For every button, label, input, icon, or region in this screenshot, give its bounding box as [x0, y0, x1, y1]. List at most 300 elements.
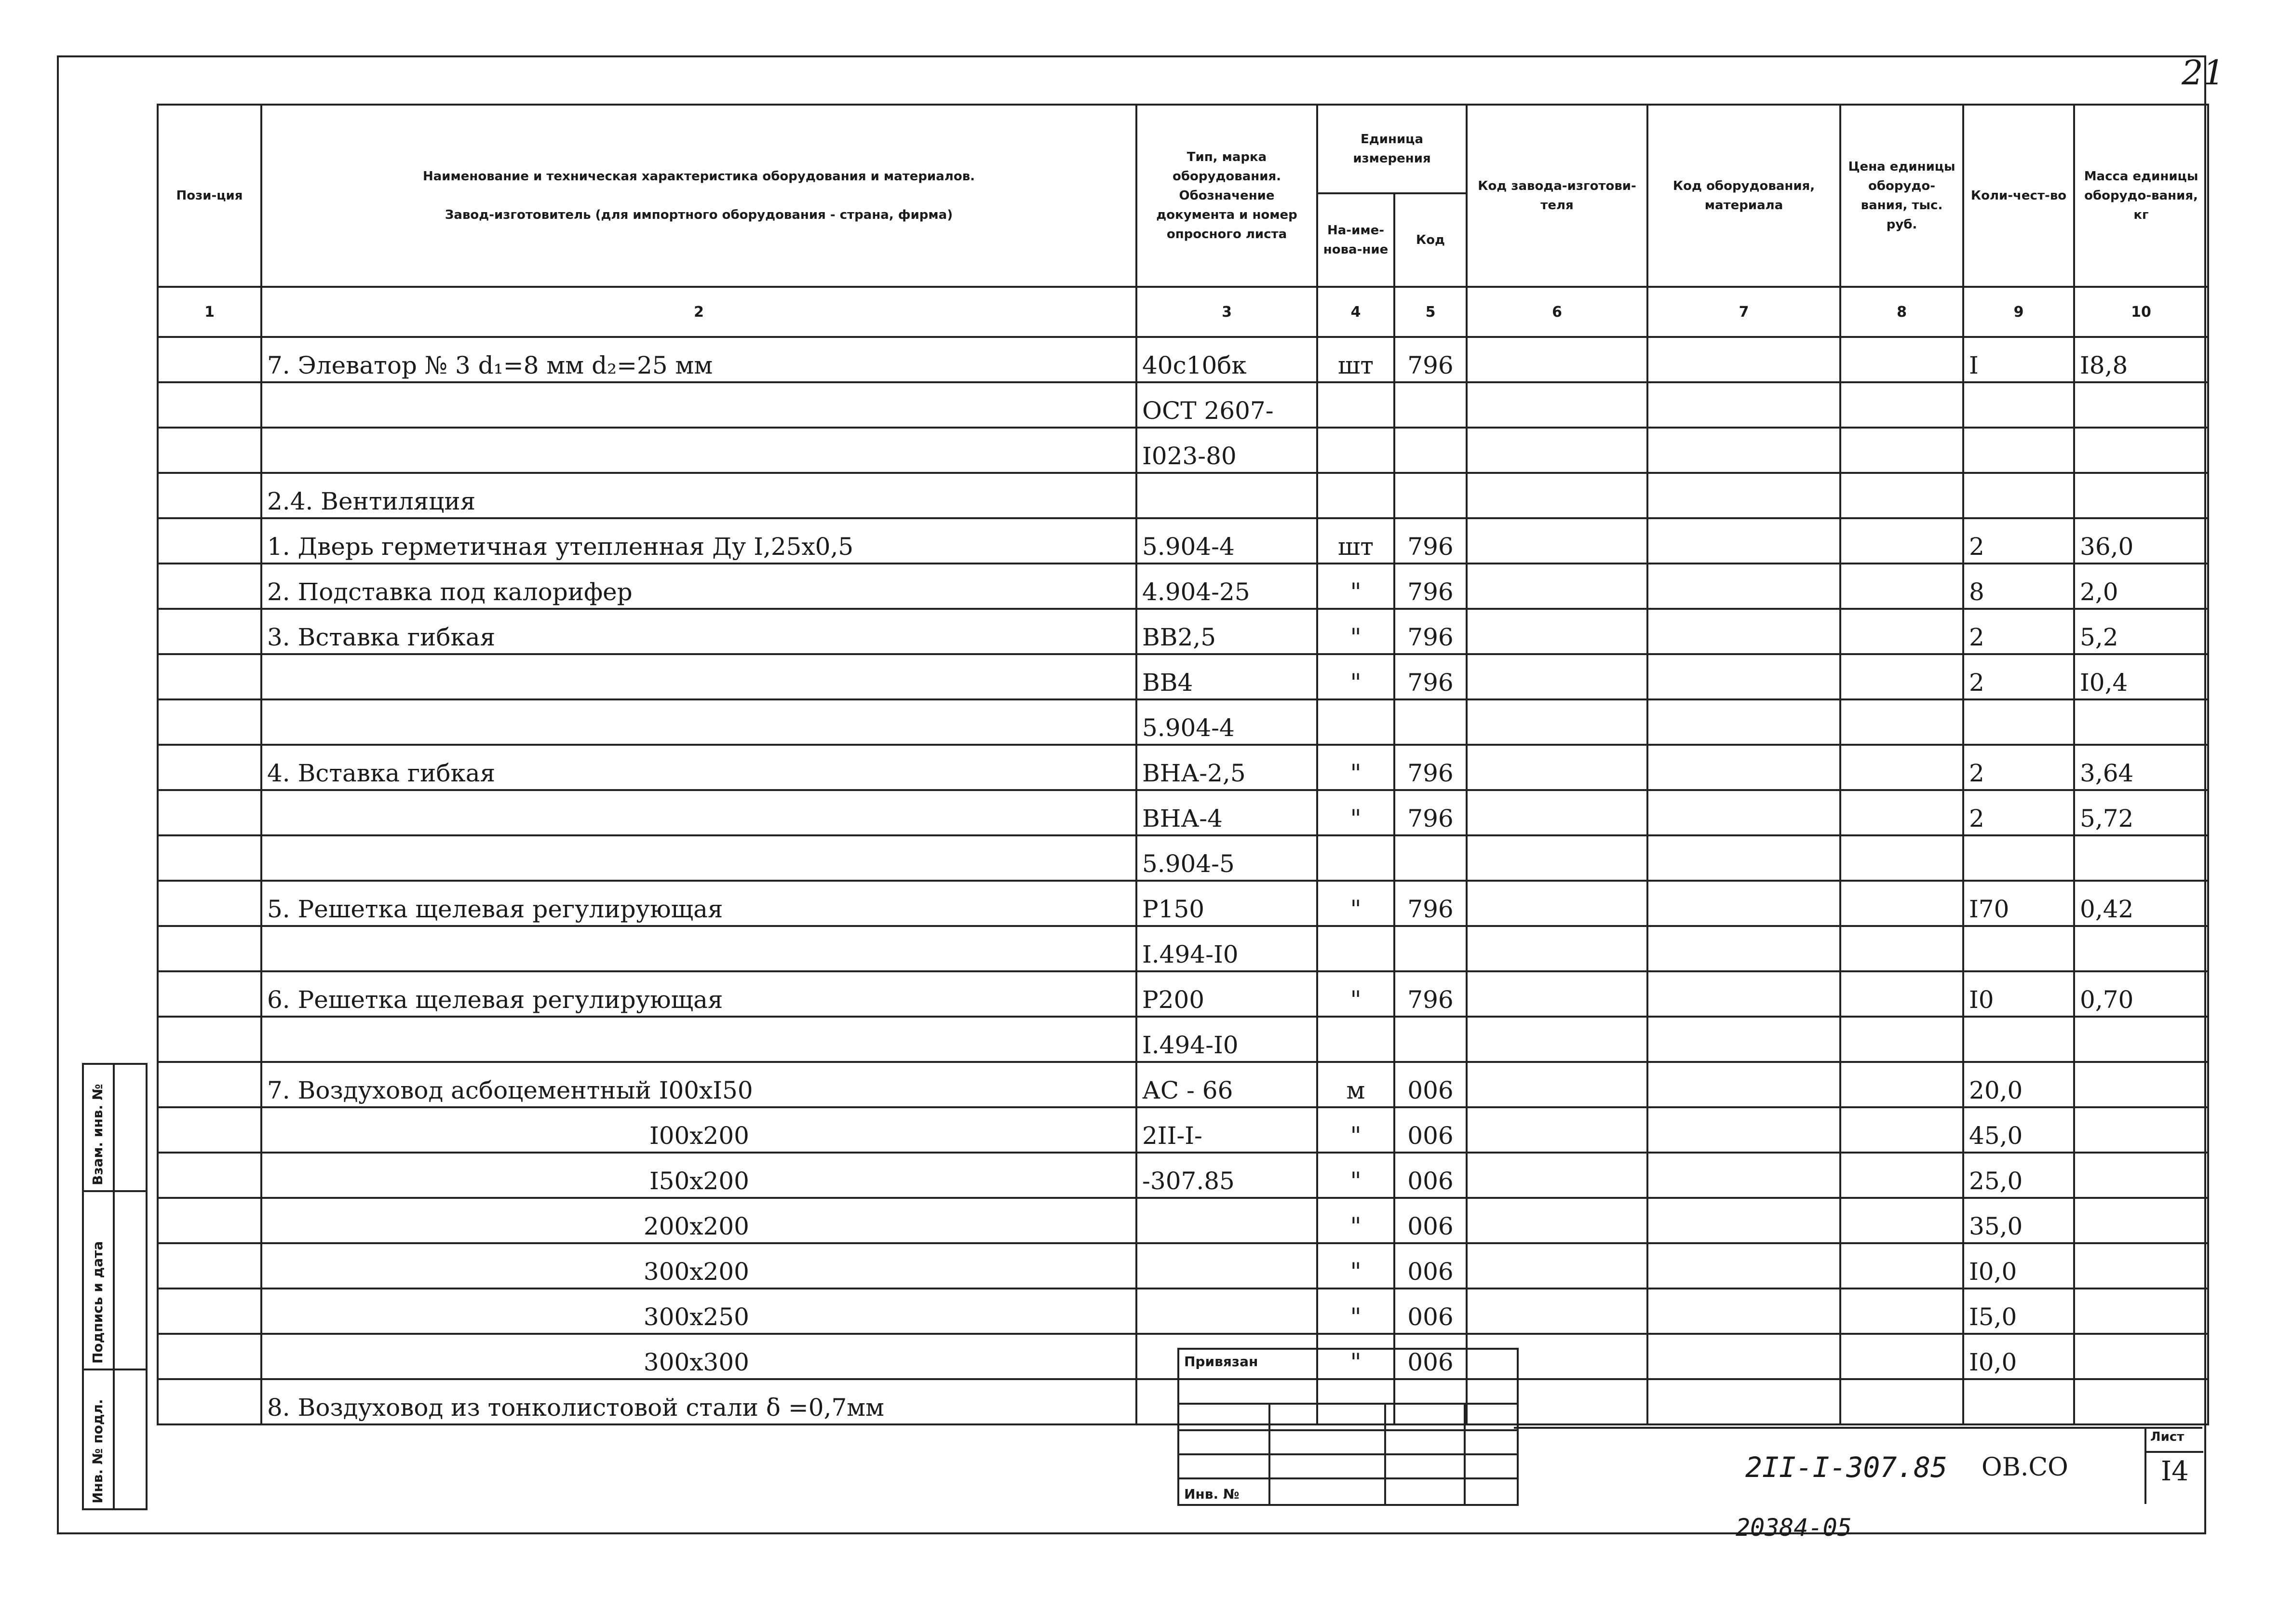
- cell-code: 796: [1394, 518, 1467, 564]
- cell-type: I.494-I0: [1136, 1017, 1317, 1062]
- stamp-line: [1268, 1403, 1270, 1504]
- cell-type: Р200: [1136, 971, 1317, 1017]
- cell-empty: [1840, 835, 1963, 881]
- cell-qty: 35,0: [1963, 1198, 2074, 1243]
- cell-type: ВНА-4: [1136, 790, 1317, 835]
- header-maker-code: Код завода-изготови-теля: [1467, 105, 1647, 287]
- cell-empty: [158, 1062, 261, 1107]
- cell-empty: [1840, 1243, 1963, 1288]
- cell-mass: [2074, 1379, 2208, 1424]
- cell-mass: [2074, 699, 2208, 745]
- cell-empty: [1647, 337, 1840, 382]
- cell-unit: ": [1317, 1243, 1394, 1288]
- cell-type: ВНА-2,5: [1136, 745, 1317, 790]
- cell-empty: [1467, 926, 1647, 971]
- cell-empty: [158, 1153, 261, 1198]
- cell-empty: [1647, 699, 1840, 745]
- table-row: [158, 654, 2208, 699]
- cell-empty: [1467, 699, 1647, 745]
- cell-type: Р150: [1136, 881, 1317, 926]
- header-quantity: Коли-чест-во: [1963, 105, 2074, 287]
- cell-empty: [1840, 971, 1963, 1017]
- document-number: 2II-I-307.85: [1745, 1451, 1948, 1484]
- cell-empty: [1840, 654, 1963, 699]
- cell-name: [261, 1198, 1136, 1243]
- cell-type: АС - 66: [1136, 1062, 1317, 1107]
- cell-mass: 5,72: [2074, 790, 2208, 835]
- cell-empty: [1647, 428, 1840, 473]
- cell-mass: I8,8: [2074, 337, 2208, 382]
- cell-empty: [1840, 1153, 1963, 1198]
- cell-qty: 45,0: [1963, 1107, 2074, 1153]
- cell-empty: [1467, 1017, 1647, 1062]
- cell-empty: [1467, 1062, 1647, 1107]
- inventory-number: 20384-05: [1736, 1514, 1852, 1542]
- cell-empty: [158, 473, 261, 518]
- cell-code: [1394, 473, 1467, 518]
- cell-size-text: 200x200: [643, 1212, 749, 1240]
- side-divider: [113, 1065, 115, 1508]
- cell-empty: [1840, 337, 1963, 382]
- cell-qty: [1963, 926, 2074, 971]
- cell-mass: [2074, 926, 2208, 971]
- cell-type: -307.85: [1136, 1153, 1317, 1198]
- cell-mass: [2074, 1243, 2208, 1288]
- cell-unit: [1317, 835, 1394, 881]
- cell-qty: I0,0: [1963, 1243, 2074, 1288]
- table-row: [158, 518, 2208, 564]
- sheet-label: Лист: [2150, 1430, 2185, 1444]
- cell-code: [1394, 1017, 1467, 1062]
- cell-empty: [1647, 609, 1840, 654]
- cell-empty: [158, 1379, 261, 1424]
- cell-unit: ": [1317, 1334, 1394, 1379]
- cell-mass: 3,64: [2074, 745, 2208, 790]
- cell-empty: [158, 881, 261, 926]
- cell-unit: [1317, 926, 1394, 971]
- cell-unit: ": [1317, 881, 1394, 926]
- cell-empty: [1647, 518, 1840, 564]
- table-row: [158, 382, 2208, 428]
- col-number: 9: [1963, 287, 2074, 337]
- header-type: Тип, марка оборудования. Обозначение документа и номер опросного листа: [1136, 105, 1317, 287]
- cell-code: 796: [1394, 745, 1467, 790]
- cell-empty: [1467, 564, 1647, 609]
- sheet-number: I4: [2161, 1456, 2189, 1487]
- cell-mass: 5,2: [2074, 609, 2208, 654]
- header-name: [261, 105, 1136, 287]
- cell-empty: [1840, 428, 1963, 473]
- column-numbers-row: [158, 287, 2208, 337]
- stamp-line: [1179, 1429, 1517, 1431]
- cell-empty: [1647, 1198, 1840, 1243]
- cell-empty: [1840, 926, 1963, 971]
- cell-unit: [1317, 1017, 1394, 1062]
- cell-size-text: I00x200: [649, 1122, 749, 1150]
- cell-code: 796: [1394, 881, 1467, 926]
- cell-mass: 2,0: [2074, 564, 2208, 609]
- cell-qty: [1963, 699, 2074, 745]
- cell-empty: [1647, 564, 1840, 609]
- cell-name: [261, 699, 1136, 745]
- cell-type: I023-80: [1136, 428, 1317, 473]
- cell-name: 4. Вставка гибкая: [261, 745, 1136, 790]
- table-row: [158, 790, 2208, 835]
- cell-qty: I5,0: [1963, 1288, 2074, 1334]
- cell-qty: I0: [1963, 971, 2074, 1017]
- cell-empty: [158, 1017, 261, 1062]
- cell-unit: [1317, 382, 1394, 428]
- cell-unit: ": [1317, 654, 1394, 699]
- cell-mass: 36,0: [2074, 518, 2208, 564]
- cell-name: 5. Решетка щелевая регулирующая: [261, 881, 1136, 926]
- cell-unit: ": [1317, 609, 1394, 654]
- col-number: 8: [1840, 287, 1963, 337]
- cell-mass: 0,42: [2074, 881, 2208, 926]
- cell-empty: [1647, 745, 1840, 790]
- cell-name: 3. Вставка гибкая: [261, 609, 1136, 654]
- header-unit-code: Код: [1394, 193, 1467, 287]
- corner-mark: 21: [2182, 53, 2225, 93]
- cell-empty: [1840, 1198, 1963, 1243]
- cell-code: 006: [1394, 1062, 1467, 1107]
- table-row: [158, 1107, 2208, 1153]
- side-divider: [84, 1190, 146, 1192]
- cell-type: ВВ2,5: [1136, 609, 1317, 654]
- cell-empty: [1467, 745, 1647, 790]
- cell-name: [261, 835, 1136, 881]
- cell-empty: [158, 1288, 261, 1334]
- cell-name: [261, 428, 1136, 473]
- cell-empty: [1647, 654, 1840, 699]
- cell-name: 7. Воздуховод асбоцементный I00xI50: [261, 1062, 1136, 1107]
- cell-empty: [1647, 1379, 1840, 1424]
- table-row: [158, 1062, 2208, 1107]
- sheet-box-line: [2146, 1451, 2203, 1453]
- col-number: 5: [1394, 287, 1467, 337]
- side-label-inventory: Инв. № подл.: [90, 1399, 106, 1503]
- table-row: [158, 473, 2208, 518]
- cell-mass: [2074, 1334, 2208, 1379]
- cell-type: 40с10бк: [1136, 337, 1317, 382]
- col-number: 7: [1647, 287, 1840, 337]
- cell-empty: [158, 790, 261, 835]
- header-unit-group: Единица измерения: [1317, 105, 1467, 193]
- header-position: Пози-ция: [158, 105, 261, 287]
- cell-qty: 2: [1963, 790, 2074, 835]
- cell-unit: [1317, 428, 1394, 473]
- cell-empty: [1840, 1288, 1963, 1334]
- cell-empty: [1840, 1107, 1963, 1153]
- cell-empty: [1647, 881, 1840, 926]
- cell-qty: [1963, 382, 2074, 428]
- cell-empty: [1647, 1243, 1840, 1288]
- header-mass: Масса единицы оборудо-вания, кг: [2074, 105, 2208, 287]
- side-divider: [84, 1369, 146, 1370]
- cell-qty: 8: [1963, 564, 2074, 609]
- cell-code: 006: [1394, 1107, 1467, 1153]
- cell-unit: [1317, 473, 1394, 518]
- cell-qty: 25,0: [1963, 1153, 2074, 1198]
- cell-name: [261, 1107, 1136, 1153]
- cell-empty: [1840, 881, 1963, 926]
- side-stamp: [82, 1063, 148, 1510]
- cell-empty: [1467, 382, 1647, 428]
- cell-type: [1136, 1288, 1317, 1334]
- cell-qty: [1963, 1379, 2074, 1424]
- cell-empty: [1840, 790, 1963, 835]
- cell-empty: [1467, 835, 1647, 881]
- table-row: [158, 609, 2208, 654]
- header-equipment-code: Код оборудования, материала: [1647, 105, 1840, 287]
- cell-mass: [2074, 1153, 2208, 1198]
- cell-unit: шт: [1317, 518, 1394, 564]
- table-row: [158, 1243, 2208, 1288]
- cell-empty: [1840, 745, 1963, 790]
- cell-type: [1136, 473, 1317, 518]
- side-label-signature: Подпись и дата: [90, 1241, 106, 1364]
- cell-code: [1394, 926, 1467, 971]
- table-row: [158, 1017, 2208, 1062]
- cell-empty: [1840, 518, 1963, 564]
- cell-mass: [2074, 428, 2208, 473]
- cell-empty: [1840, 1062, 1963, 1107]
- cell-empty: [1467, 473, 1647, 518]
- cell-unit: ": [1317, 1288, 1394, 1334]
- col-number: 10: [2074, 287, 2208, 337]
- cell-empty: [158, 428, 261, 473]
- cell-name: [261, 654, 1136, 699]
- cell-type: ВВ4: [1136, 654, 1317, 699]
- cell-mass: [2074, 1288, 2208, 1334]
- cell-unit: ": [1317, 564, 1394, 609]
- header-name-line1: Наименование и техническая характеристика оборудования и материалов.: [422, 169, 975, 184]
- cell-empty: [1467, 609, 1647, 654]
- col-number: 1: [158, 287, 261, 337]
- cell-unit: ": [1317, 745, 1394, 790]
- col-number: 2: [261, 287, 1136, 337]
- cell-empty: [1840, 1379, 1963, 1424]
- cell-empty: [1467, 1153, 1647, 1198]
- cell-unit: ": [1317, 1198, 1394, 1243]
- cell-mass: [2074, 1017, 2208, 1062]
- cell-empty: [1467, 1107, 1647, 1153]
- cell-code: 006: [1394, 1198, 1467, 1243]
- cell-mass: [2074, 835, 2208, 881]
- cell-code: 796: [1394, 790, 1467, 835]
- cell-type: 2II-I-: [1136, 1107, 1317, 1153]
- cell-empty: [1647, 1288, 1840, 1334]
- cell-empty: [1647, 1107, 1840, 1153]
- specification-table: [157, 104, 2209, 1425]
- cell-type: ОСТ 2607-: [1136, 382, 1317, 428]
- col-number: 3: [1136, 287, 1317, 337]
- table-row: [158, 835, 2208, 881]
- cell-mass: [2074, 1062, 2208, 1107]
- cell-type: 4.904-25: [1136, 564, 1317, 609]
- side-label-replace: Взам. инв. №: [90, 1084, 106, 1185]
- stamp-title: Привязан: [1184, 1354, 1258, 1369]
- cell-name: [261, 382, 1136, 428]
- cell-empty: [158, 835, 261, 881]
- cell-empty: [1840, 564, 1963, 609]
- cell-mass: 0,70: [2074, 971, 2208, 1017]
- cell-name: 2.4. Вентиляция: [261, 473, 1136, 518]
- cell-unit: шт: [1317, 337, 1394, 382]
- cell-qty: 2: [1963, 745, 2074, 790]
- cell-empty: [158, 337, 261, 382]
- cell-empty: [1647, 926, 1840, 971]
- title-block-line: [1514, 1427, 2202, 1429]
- cell-empty: [158, 1243, 261, 1288]
- header-price: Цена единицы оборудо-вания, тыс. руб.: [1840, 105, 1963, 287]
- cell-qty: [1963, 1017, 2074, 1062]
- cell-code: 006: [1394, 1288, 1467, 1334]
- cell-qty: 20,0: [1963, 1062, 2074, 1107]
- cell-code: 006: [1394, 1334, 1467, 1379]
- cell-name: 7. Элеватор № 3 d₁=8 мм d₂=25 мм: [261, 337, 1136, 382]
- cell-qty: I: [1963, 337, 2074, 382]
- cell-name: 2. Подставка под калорифер: [261, 564, 1136, 609]
- cell-code: [1394, 699, 1467, 745]
- cell-empty: [158, 518, 261, 564]
- cell-size-text: I50x200: [649, 1167, 749, 1195]
- table-row: [158, 337, 2208, 382]
- cell-size-text: 300x200: [643, 1258, 749, 1286]
- cell-unit: [1317, 699, 1394, 745]
- cell-empty: [158, 745, 261, 790]
- cell-code: [1394, 835, 1467, 881]
- cell-empty: [1467, 518, 1647, 564]
- cell-name: [261, 1153, 1136, 1198]
- cell-qty: I0,0: [1963, 1334, 2074, 1379]
- cell-empty: [1647, 835, 1840, 881]
- cell-empty: [1467, 881, 1647, 926]
- cell-unit: ": [1317, 1107, 1394, 1153]
- cell-empty: [1647, 790, 1840, 835]
- table-row: [158, 745, 2208, 790]
- cell-mass: [2074, 1198, 2208, 1243]
- cell-qty: I70: [1963, 881, 2074, 926]
- sheet-number-box: [2144, 1427, 2203, 1504]
- header-unit-name: На-име-нова-ние: [1317, 193, 1394, 287]
- cell-qty: 2: [1963, 518, 2074, 564]
- stamp-inventory-label: Инв. №: [1184, 1486, 1240, 1502]
- cell-type: 5.904-5: [1136, 835, 1317, 881]
- cell-empty: [1840, 382, 1963, 428]
- cell-qty: [1963, 835, 2074, 881]
- table-row: [158, 1288, 2208, 1334]
- table-row: [158, 926, 2208, 971]
- cell-empty: [1840, 1017, 1963, 1062]
- cell-empty: [1467, 337, 1647, 382]
- table-row: [158, 699, 2208, 745]
- cell-name: [261, 1288, 1136, 1334]
- cell-type: 5.904-4: [1136, 518, 1317, 564]
- cell-mass: I0,4: [2074, 654, 2208, 699]
- cell-empty: [158, 1334, 261, 1379]
- cell-empty: [1467, 1243, 1647, 1288]
- cell-empty: [158, 699, 261, 745]
- cell-empty: [1840, 473, 1963, 518]
- cell-size-text: 300x300: [643, 1348, 749, 1376]
- stamp-line: [1179, 1477, 1517, 1479]
- cell-empty: [1467, 790, 1647, 835]
- cell-qty: [1963, 473, 2074, 518]
- cell-name: [261, 926, 1136, 971]
- cell-empty: [1647, 382, 1840, 428]
- cell-name: 8. Воздуховод из тонколистовой стали δ =0,7мм: [261, 1379, 1136, 1424]
- cell-empty: [1647, 971, 1840, 1017]
- table-row: [158, 971, 2208, 1017]
- cell-unit: м: [1317, 1062, 1394, 1107]
- col-number: 6: [1467, 287, 1647, 337]
- cell-empty: [1467, 971, 1647, 1017]
- table-row: [158, 428, 2208, 473]
- table-row: [158, 881, 2208, 926]
- cell-name: [261, 1017, 1136, 1062]
- cell-empty: [1467, 428, 1647, 473]
- cell-empty: [1647, 1062, 1840, 1107]
- cell-empty: [1840, 609, 1963, 654]
- cell-unit: ": [1317, 971, 1394, 1017]
- cell-qty: 2: [1963, 609, 2074, 654]
- cell-type: [1136, 1198, 1317, 1243]
- cell-empty: [158, 609, 261, 654]
- cell-code: 796: [1394, 654, 1467, 699]
- cell-size-text: 300x250: [643, 1303, 749, 1331]
- cell-empty: [1647, 1334, 1840, 1379]
- cell-name: 6. Решетка щелевая регулирующая: [261, 971, 1136, 1017]
- stamp-line: [1179, 1403, 1517, 1405]
- cell-code: 006: [1394, 1243, 1467, 1288]
- cell-empty: [1647, 1017, 1840, 1062]
- table-row: [158, 1198, 2208, 1243]
- table-row: [158, 564, 2208, 609]
- cell-empty: [158, 1198, 261, 1243]
- cell-empty: [158, 1107, 261, 1153]
- cell-code: [1394, 382, 1467, 428]
- cell-mass: [2074, 473, 2208, 518]
- cell-empty: [158, 564, 261, 609]
- cell-type: 5.904-4: [1136, 699, 1317, 745]
- cell-name: 1. Дверь герметичная утепленная Ду I,25x0,5: [261, 518, 1136, 564]
- cell-empty: [1647, 1153, 1840, 1198]
- cell-empty: [158, 971, 261, 1017]
- cell-code: 006: [1394, 1153, 1467, 1198]
- binding-stamp: [1177, 1348, 1519, 1506]
- cell-empty: [158, 926, 261, 971]
- header-name-line2: Завод-изготовитель (для импортного оборудования - страна, фирма): [445, 208, 953, 222]
- cell-empty: [1840, 699, 1963, 745]
- cell-name: [261, 1334, 1136, 1379]
- cell-qty: 2: [1963, 654, 2074, 699]
- cell-empty: [1467, 654, 1647, 699]
- cell-code: [1394, 428, 1467, 473]
- cell-code: 796: [1394, 564, 1467, 609]
- cell-unit: ": [1317, 790, 1394, 835]
- cell-unit: ": [1317, 1153, 1394, 1198]
- cell-mass: [2074, 382, 2208, 428]
- cell-code: 796: [1394, 971, 1467, 1017]
- cell-mass: [2074, 1107, 2208, 1153]
- cell-name: [261, 1243, 1136, 1288]
- cell-empty: [158, 382, 261, 428]
- cell-type: [1136, 1243, 1317, 1288]
- col-number: 4: [1317, 287, 1394, 337]
- document-suffix: ОВ.СО: [1982, 1453, 2068, 1482]
- cell-code: 796: [1394, 609, 1467, 654]
